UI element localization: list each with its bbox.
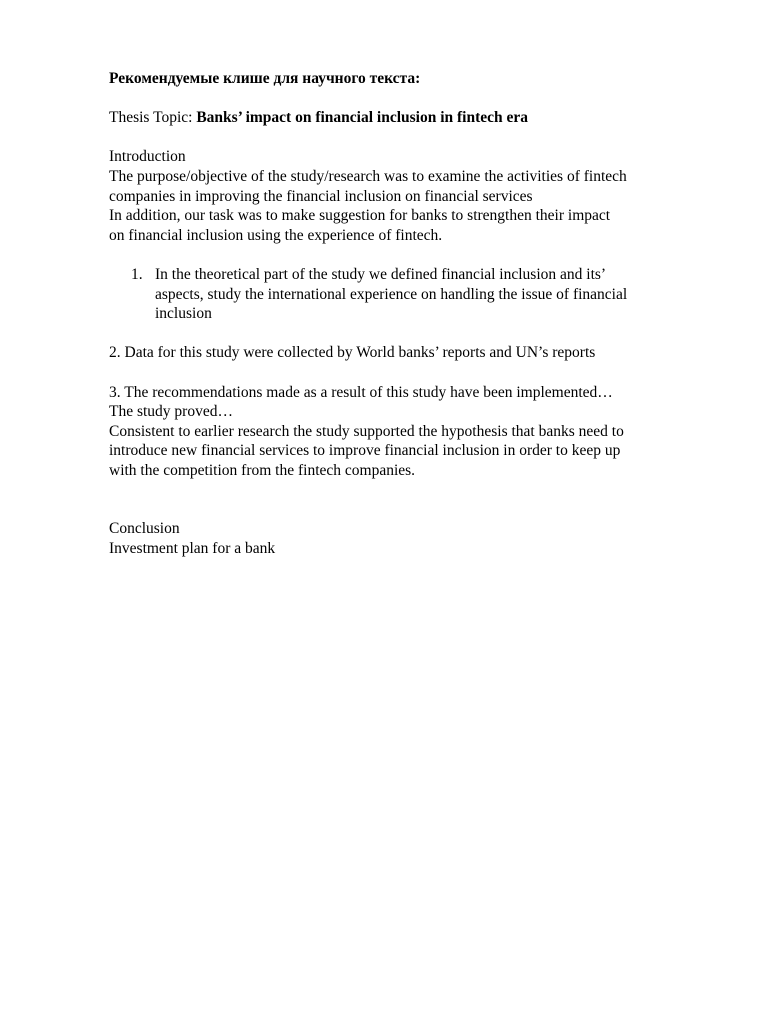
hypothesis-line: with the competition from the fintech companies. [109, 461, 416, 479]
spacer [109, 89, 719, 109]
item-line: aspects, study the international experience on handling the issue of financial [155, 285, 628, 303]
document-heading: Рекомендуемые клише для научного текста: [109, 70, 421, 87]
introduction-line: on financial inclusion using the experience of fintech. [109, 226, 443, 244]
introduction-line: The purpose/objective of the study/research was to examine the activities of fintech [109, 167, 627, 185]
spacer [109, 363, 719, 383]
thesis-topic-line [109, 108, 719, 128]
item-line: inclusion [155, 305, 212, 323]
spacer [109, 480, 719, 519]
spacer [109, 324, 719, 344]
conclusion-heading: Conclusion [109, 520, 180, 538]
thesis-title: Banks’ impact on financial inclusion in fintech era [196, 109, 529, 127]
numbered-item-1 [131, 265, 719, 324]
document-page [109, 69, 719, 559]
introduction-heading: Introduction [109, 148, 186, 166]
item-text [155, 265, 719, 324]
hypothesis-line: Consistent to earlier research the study supported the hypothesis that banks need to [109, 422, 624, 440]
conclusion-line: Investment plan for a bank [109, 540, 276, 558]
introduction-line: companies in improving the financial inclusion on financial services [109, 187, 533, 205]
item-line: In the theoretical part of the study we defined financial inclusion and its’ [155, 265, 607, 283]
item-number: 1. [131, 265, 143, 283]
hypothesis-line: introduce new financial services to improve financial inclusion in order to keep up [109, 442, 621, 460]
introduction-line: In addition, our task was to make suggestion for banks to strengthen their impact [109, 207, 611, 225]
item-3-line: 3. The recommendations made as a result of this study have been implemented… [109, 383, 613, 401]
spacer [109, 128, 719, 148]
spacer [109, 245, 719, 265]
item-2-line: 2. Data for this study were collected by World banks’ reports and UN’s reports [109, 344, 596, 362]
study-proved-line: The study proved… [109, 403, 233, 421]
thesis-label: Thesis Topic: [109, 109, 197, 127]
